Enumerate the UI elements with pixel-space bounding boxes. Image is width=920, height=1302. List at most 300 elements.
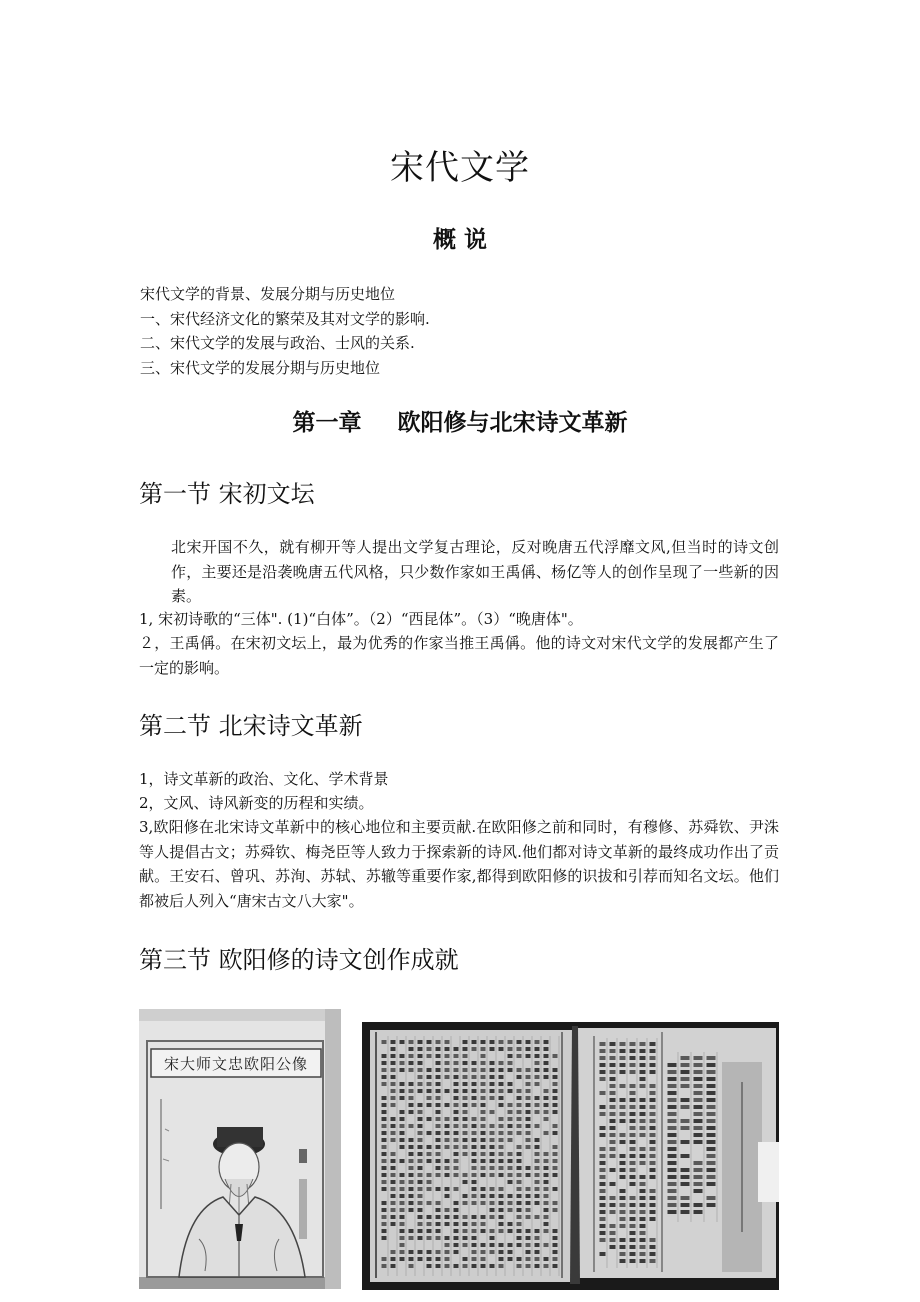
glyph-mark	[517, 1075, 522, 1079]
glyph-mark	[526, 1103, 531, 1107]
glyph-mark	[463, 1103, 468, 1107]
glyph-mark	[391, 1250, 396, 1254]
glyph-mark	[508, 1061, 513, 1065]
glyph-mark	[418, 1068, 423, 1072]
glyph-mark	[382, 1159, 387, 1163]
glyph-mark	[382, 1138, 387, 1142]
section-1-item-2: ２，王禹偁。在宋初文坛上，最为优秀的作家当推王禹偁。他的诗文对宋代文学的发展都产生了一定的影响。	[139, 634, 779, 677]
glyph-mark	[508, 1110, 513, 1114]
glyph-mark	[436, 1103, 441, 1107]
glyph-mark	[668, 1126, 677, 1130]
glyph-mark	[391, 1264, 396, 1268]
glyph-mark	[490, 1075, 495, 1079]
glyph-mark	[668, 1119, 677, 1123]
glyph-mark	[499, 1173, 504, 1177]
glyph-mark	[620, 1049, 626, 1053]
glyph-mark	[620, 1238, 626, 1242]
glyph-mark	[694, 1084, 703, 1088]
glyph-mark	[481, 1075, 486, 1079]
glyph-mark	[418, 1173, 423, 1177]
glyph-mark	[409, 1180, 414, 1184]
glyph-mark	[694, 1133, 703, 1137]
glyph-mark	[382, 1180, 387, 1184]
glyph-mark	[668, 1189, 677, 1193]
glyph-mark	[650, 1098, 656, 1102]
glyph-mark	[535, 1201, 540, 1205]
glyph-mark	[535, 1236, 540, 1240]
glyph-mark	[526, 1243, 531, 1247]
glyph-mark	[553, 1173, 558, 1177]
glyph-mark	[668, 1203, 677, 1207]
glyph-mark	[499, 1124, 504, 1128]
glyph-mark	[472, 1082, 477, 1086]
glyph-mark	[544, 1117, 549, 1121]
glyph-mark	[436, 1215, 441, 1219]
glyph-mark	[650, 1091, 656, 1095]
glyph-mark	[630, 1105, 636, 1109]
glyph-mark	[535, 1054, 540, 1058]
glyph-mark	[454, 1236, 459, 1240]
glyph-mark	[508, 1180, 513, 1184]
glyph-mark	[382, 1096, 387, 1100]
glyph-mark	[391, 1054, 396, 1058]
glyph-mark	[436, 1124, 441, 1128]
glyph-mark	[640, 1126, 646, 1130]
glyph-mark	[436, 1061, 441, 1065]
glyph-mark	[535, 1082, 540, 1086]
glyph-mark	[650, 1259, 656, 1263]
glyph-mark	[463, 1180, 468, 1184]
glyph-mark	[544, 1208, 549, 1212]
glyph-mark	[499, 1243, 504, 1247]
glyph-mark	[472, 1075, 477, 1079]
glyph-mark	[630, 1147, 636, 1151]
glyph-mark	[668, 1168, 677, 1172]
glyph-mark	[382, 1061, 387, 1065]
glyph-mark	[553, 1236, 558, 1240]
section-heading-3: 第三节 欧阳修的诗文创作成就	[139, 946, 459, 974]
glyph-mark	[391, 1096, 396, 1100]
glyph-mark	[600, 1077, 606, 1081]
glyph-mark	[454, 1159, 459, 1163]
glyph-mark	[535, 1187, 540, 1191]
glyph-mark	[436, 1145, 441, 1149]
glyph-mark	[668, 1140, 677, 1144]
glyph-mark	[382, 1068, 387, 1072]
glyph-mark	[427, 1131, 432, 1135]
glyph-mark	[382, 1215, 387, 1219]
glyph-mark	[490, 1068, 495, 1072]
glyph-mark	[400, 1180, 405, 1184]
glyph-mark	[391, 1201, 396, 1205]
glyph-mark	[508, 1229, 513, 1233]
glyph-mark	[620, 1112, 626, 1116]
glyph-mark	[694, 1063, 703, 1067]
glyph-mark	[620, 1245, 626, 1249]
glyph-mark	[463, 1173, 468, 1177]
glyph-mark	[409, 1194, 414, 1198]
glyph-mark	[630, 1119, 636, 1123]
glyph-mark	[535, 1040, 540, 1044]
glyph-mark	[499, 1117, 504, 1121]
glyph-mark	[454, 1215, 459, 1219]
glyph-mark	[517, 1096, 522, 1100]
glyph-mark	[526, 1236, 531, 1240]
glyph-mark	[630, 1175, 636, 1179]
glyph-mark	[463, 1264, 468, 1268]
glyph-mark	[517, 1047, 522, 1051]
glyph-mark	[610, 1168, 616, 1172]
glyph-mark	[630, 1238, 636, 1242]
glyph-mark	[668, 1154, 677, 1158]
glyph-mark	[553, 1243, 558, 1247]
glyph-mark	[391, 1257, 396, 1261]
glyph-mark	[553, 1264, 558, 1268]
glyph-mark	[481, 1117, 486, 1121]
glyph-mark	[707, 1098, 716, 1102]
glyph-mark	[436, 1131, 441, 1135]
glyph-mark	[650, 1126, 656, 1130]
glyph-mark	[526, 1145, 531, 1149]
glyph-mark	[472, 1180, 477, 1184]
glyph-mark	[391, 1040, 396, 1044]
glyph-mark	[436, 1054, 441, 1058]
glyph-mark	[454, 1145, 459, 1149]
glyph-mark	[463, 1138, 468, 1142]
section-2-item-2: 2，文风、诗风新变的历程和实绩。	[139, 794, 374, 812]
glyph-mark	[427, 1222, 432, 1226]
glyph-mark	[499, 1264, 504, 1268]
glyph-mark	[668, 1070, 677, 1074]
glyph-mark	[391, 1117, 396, 1121]
glyph-mark	[694, 1070, 703, 1074]
glyph-mark	[650, 1133, 656, 1137]
glyph-mark	[499, 1082, 504, 1086]
glyph-mark	[526, 1250, 531, 1254]
glyph-mark	[650, 1042, 656, 1046]
glyph-mark	[707, 1140, 716, 1144]
section-heading-2: 第二节 北宋诗文革新	[139, 712, 363, 740]
glyph-mark	[620, 1119, 626, 1123]
document-title: 宋代文学	[390, 148, 530, 188]
glyph-mark	[454, 1152, 459, 1156]
glyph-mark	[610, 1147, 616, 1151]
glyph-mark	[517, 1166, 522, 1170]
glyph-mark	[508, 1257, 513, 1261]
glyph-mark	[409, 1082, 414, 1086]
glyph-mark	[535, 1180, 540, 1184]
glyph-mark	[600, 1217, 606, 1221]
glyph-mark	[640, 1154, 646, 1158]
glyph-mark	[382, 1040, 387, 1044]
glyph-mark	[427, 1103, 432, 1107]
glyph-mark	[472, 1250, 477, 1254]
glyph-mark	[463, 1152, 468, 1156]
glyph-mark	[409, 1250, 414, 1254]
glyph-mark	[382, 1222, 387, 1226]
glyph-mark	[409, 1201, 414, 1205]
glyph-mark	[620, 1168, 626, 1172]
glyph-mark	[517, 1103, 522, 1107]
glyph-mark	[517, 1201, 522, 1205]
glyph-mark	[445, 1054, 450, 1058]
glyph-mark	[499, 1131, 504, 1135]
glyph-mark	[620, 1210, 626, 1214]
glyph-mark	[535, 1103, 540, 1107]
glyph-mark	[517, 1222, 522, 1226]
glyph-mark	[600, 1210, 606, 1214]
glyph-mark	[472, 1138, 477, 1142]
glyph-mark	[490, 1131, 495, 1135]
glyph-mark	[472, 1096, 477, 1100]
glyph-mark	[694, 1126, 703, 1130]
glyph-mark	[409, 1173, 414, 1177]
glyph-mark	[472, 1201, 477, 1205]
glyph-mark	[382, 1117, 387, 1121]
glyph-mark	[382, 1257, 387, 1261]
glyph-mark	[668, 1105, 677, 1109]
glyph-mark	[600, 1175, 606, 1179]
glyph-mark	[668, 1063, 677, 1067]
glyph-mark	[418, 1103, 423, 1107]
glyph-mark	[620, 1133, 626, 1137]
section-1-intro	[139, 535, 779, 609]
glyph-mark	[463, 1222, 468, 1226]
glyph-mark	[454, 1117, 459, 1121]
glyph-mark	[600, 1105, 606, 1109]
glyph-mark	[707, 1182, 716, 1186]
glyph-mark	[508, 1054, 513, 1058]
glyph-mark	[445, 1159, 450, 1163]
glyph-mark	[391, 1075, 396, 1079]
glyph-mark	[668, 1147, 677, 1151]
glyph-mark	[630, 1133, 636, 1137]
glyph-mark	[535, 1096, 540, 1100]
glyph-mark	[650, 1217, 656, 1221]
glyph-mark	[610, 1070, 616, 1074]
glyph-mark	[650, 1245, 656, 1249]
glyph-mark	[490, 1201, 495, 1205]
glyph-mark	[694, 1140, 703, 1144]
glyph-mark	[481, 1215, 486, 1219]
glyph-mark	[463, 1068, 468, 1072]
glyph-mark	[454, 1201, 459, 1205]
glyph-mark	[409, 1257, 414, 1261]
glyph-mark	[436, 1166, 441, 1170]
glyph-mark	[472, 1068, 477, 1072]
glyph-mark	[610, 1049, 616, 1053]
glyph-mark	[650, 1154, 656, 1158]
overview-line: 二、宋代文学的发展与政治、士风的关系.	[140, 334, 415, 352]
glyph-mark	[640, 1175, 646, 1179]
glyph-mark	[553, 1187, 558, 1191]
glyph-mark	[526, 1096, 531, 1100]
glyph-mark	[409, 1159, 414, 1163]
glyph-mark	[620, 1105, 626, 1109]
glyph-mark	[681, 1063, 690, 1067]
glyph-mark	[630, 1091, 636, 1095]
glyph-mark	[620, 1070, 626, 1074]
glyph-mark	[694, 1056, 703, 1060]
glyph-mark	[650, 1175, 656, 1179]
glyph-mark	[418, 1187, 423, 1191]
glyph-mark	[445, 1208, 450, 1212]
glyph-mark	[472, 1159, 477, 1163]
glyph-mark	[391, 1131, 396, 1135]
glyph-mark	[481, 1103, 486, 1107]
glyph-mark	[454, 1138, 459, 1142]
glyph-mark	[400, 1117, 405, 1121]
glyph-mark	[499, 1208, 504, 1212]
glyph-mark	[463, 1096, 468, 1100]
glyph-mark	[463, 1089, 468, 1093]
glyph-mark	[600, 1091, 606, 1095]
glyph-mark	[427, 1187, 432, 1191]
glyph-mark	[668, 1133, 677, 1137]
glyph-mark	[418, 1110, 423, 1114]
glyph-mark	[427, 1054, 432, 1058]
glyph-mark	[610, 1126, 616, 1130]
glyph-mark	[508, 1166, 513, 1170]
glyph-mark	[630, 1098, 636, 1102]
glyph-mark	[640, 1070, 646, 1074]
glyph-mark	[544, 1243, 549, 1247]
glyph-mark	[490, 1208, 495, 1212]
glyph-mark	[391, 1152, 396, 1156]
glyph-mark	[382, 1264, 387, 1268]
glyph-mark	[668, 1161, 677, 1165]
glyph-mark	[454, 1061, 459, 1065]
glyph-mark	[445, 1145, 450, 1149]
glyph-mark	[490, 1264, 495, 1268]
glyph-mark	[610, 1182, 616, 1186]
glyph-mark	[600, 1252, 606, 1256]
glyph-mark	[445, 1124, 450, 1128]
glyph-mark	[544, 1264, 549, 1268]
glyph-mark	[526, 1089, 531, 1093]
glyph-mark	[620, 1140, 626, 1144]
glyph-mark	[499, 1075, 504, 1079]
glyph-mark	[499, 1145, 504, 1149]
glyph-mark	[707, 1175, 716, 1179]
glyph-mark	[463, 1061, 468, 1065]
glyph-mark	[463, 1243, 468, 1247]
glyph-mark	[409, 1264, 414, 1268]
glyph-mark	[508, 1089, 513, 1093]
glyph-mark	[630, 1245, 636, 1249]
portrait-photo	[139, 1009, 341, 1289]
glyph-mark	[454, 1110, 459, 1114]
glyph-mark	[650, 1147, 656, 1151]
glyph-mark	[472, 1236, 477, 1240]
glyph-mark	[640, 1210, 646, 1214]
glyph-mark	[526, 1208, 531, 1212]
glyph-mark	[418, 1061, 423, 1065]
glyph-mark	[517, 1145, 522, 1149]
glyph-mark	[610, 1238, 616, 1242]
glyph-mark	[694, 1210, 703, 1214]
glyph-mark	[544, 1103, 549, 1107]
glyph-mark	[630, 1056, 636, 1060]
glyph-mark	[391, 1166, 396, 1170]
glyph-mark	[681, 1098, 690, 1102]
glyph-mark	[391, 1222, 396, 1226]
glyph-mark	[418, 1145, 423, 1149]
glyph-mark	[640, 1063, 646, 1067]
glyph-mark	[535, 1068, 540, 1072]
glyph-mark	[400, 1082, 405, 1086]
glyph-mark	[445, 1061, 450, 1065]
glyph-mark	[427, 1250, 432, 1254]
glyph-mark	[400, 1124, 405, 1128]
glyph-mark	[409, 1152, 414, 1156]
overview-line: 一、宋代经济文化的繁荣及其对文学的影响.	[140, 309, 430, 328]
glyph-mark	[694, 1182, 703, 1186]
glyph-mark	[463, 1040, 468, 1044]
glyph-mark	[553, 1103, 558, 1107]
glyph-mark	[517, 1264, 522, 1268]
glyph-mark	[481, 1082, 486, 1086]
glyph-mark	[445, 1089, 450, 1093]
glyph-mark	[553, 1208, 558, 1212]
glyph-mark	[400, 1054, 405, 1058]
glyph-mark	[436, 1173, 441, 1177]
glyph-mark	[544, 1180, 549, 1184]
glyph-mark	[526, 1194, 531, 1198]
glyph-mark	[544, 1159, 549, 1163]
glyph-mark	[630, 1231, 636, 1235]
glyph-mark	[427, 1068, 432, 1072]
glyph-mark	[707, 1119, 716, 1123]
glyph-mark	[436, 1264, 441, 1268]
glyph-mark	[650, 1203, 656, 1207]
glyph-mark	[418, 1152, 423, 1156]
glyph-mark	[382, 1201, 387, 1205]
glyph-mark	[445, 1166, 450, 1170]
glyph-mark	[694, 1077, 703, 1081]
glyph-mark	[630, 1084, 636, 1088]
glyph-mark	[490, 1145, 495, 1149]
glyph-mark	[499, 1166, 504, 1170]
glyph-mark	[481, 1040, 486, 1044]
glyph-mark	[668, 1210, 677, 1214]
glyph-mark	[490, 1229, 495, 1233]
glyph-mark	[409, 1208, 414, 1212]
section-1-item-1: 1, 宋初诗歌的“三体". (1)“白体”。（2）“西昆体”。（3）“晚唐体"。	[139, 610, 583, 628]
glyph-mark	[640, 1161, 646, 1165]
glyph-mark	[553, 1166, 558, 1170]
glyph-mark	[490, 1159, 495, 1163]
glyph-mark	[650, 1189, 656, 1193]
glyph-mark	[610, 1119, 616, 1123]
glyph-mark	[499, 1250, 504, 1254]
glyph-mark	[490, 1047, 495, 1051]
glyph-mark	[526, 1082, 531, 1086]
glyph-mark	[535, 1257, 540, 1261]
glyph-mark	[650, 1196, 656, 1200]
glyph-mark	[481, 1166, 486, 1170]
glyph-mark	[490, 1187, 495, 1191]
glyph-mark	[481, 1089, 486, 1093]
glyph-mark	[508, 1159, 513, 1163]
glyph-mark	[517, 1215, 522, 1219]
glyph-mark	[640, 1049, 646, 1053]
glyph-mark	[526, 1131, 531, 1135]
glyph-mark	[630, 1140, 636, 1144]
glyph-mark	[668, 1084, 677, 1088]
glyph-mark	[418, 1180, 423, 1184]
glyph-mark	[517, 1257, 522, 1261]
